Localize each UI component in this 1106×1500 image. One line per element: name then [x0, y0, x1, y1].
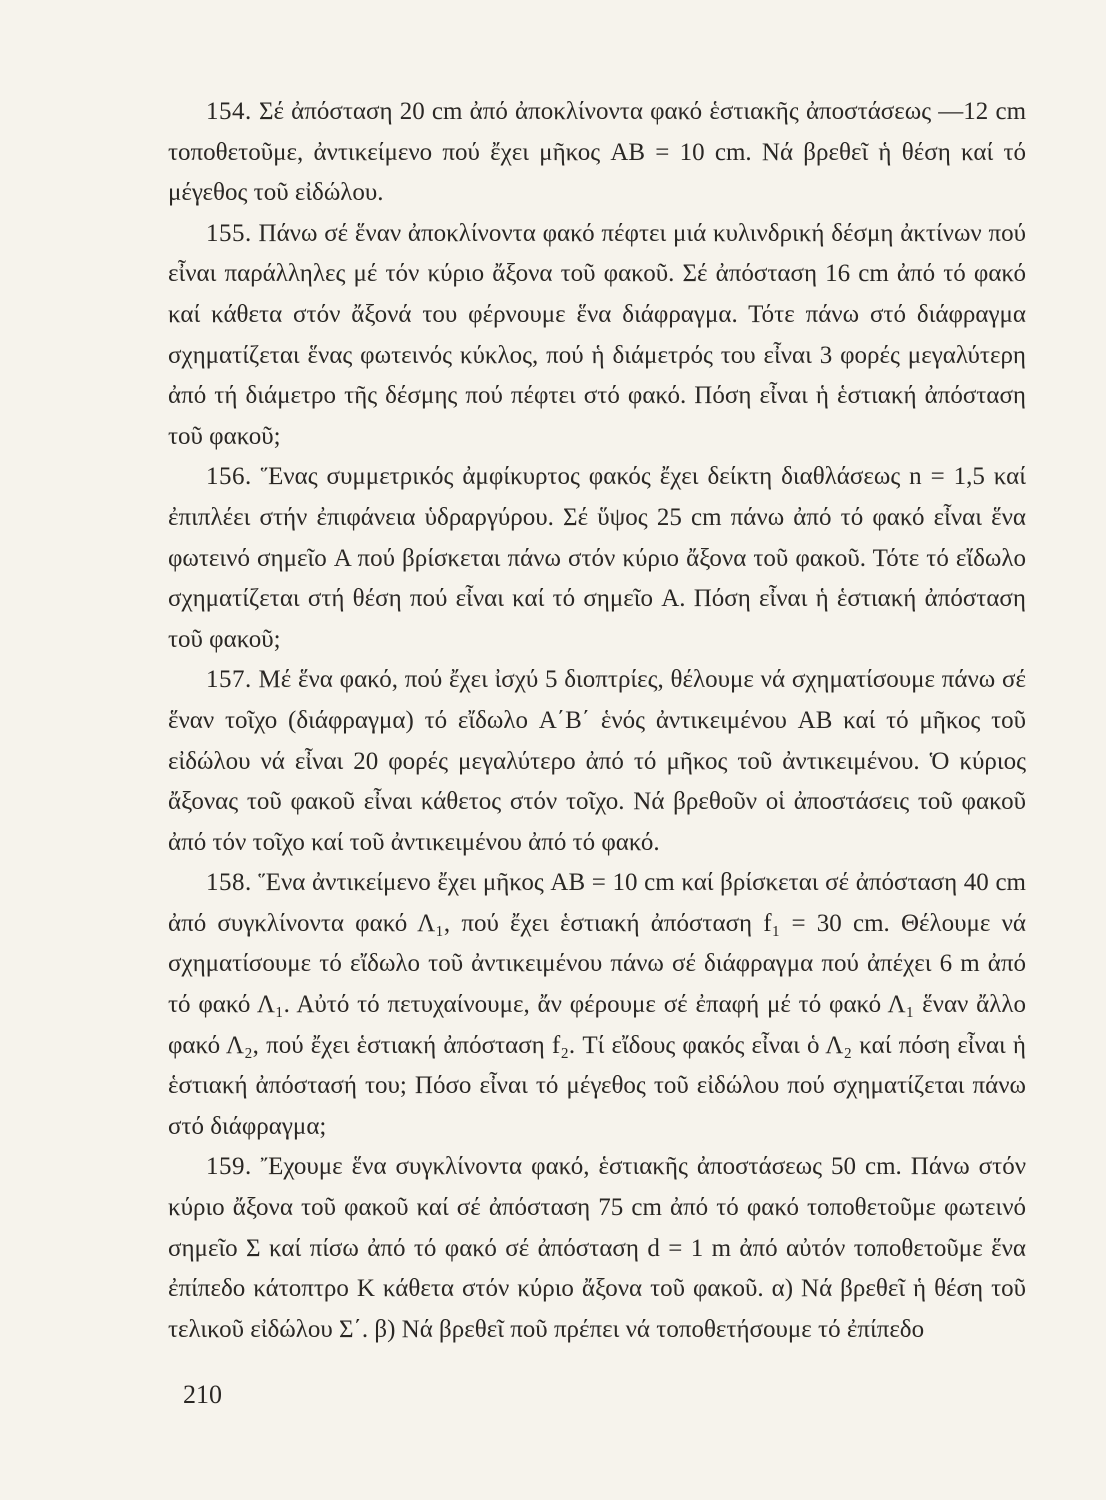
problem-text: Σέ ἀπόσταση 20 cm ἀπό ἀποκλίνοντα φακό ἑστιακῆς ἀποστάσεως —12 cm τοποθετοῦμε, ἀντικείμενο πού ἔχει μῆκος AB = 10 cm. Νά βρεθεῖ ἡ θέση καί τό μέγεθος τοῦ εἰδώλου.: [168, 98, 1027, 207]
problem-157: [168, 660, 1026, 863]
problem-158: [168, 863, 1026, 1147]
problem-number: 156.: [206, 463, 252, 491]
problem-number: 155.: [206, 219, 252, 247]
problem-155: [168, 214, 1026, 458]
problem-text: Ἔχουμε ἕνα συγκλίνοντα φακό, ἑστιακῆς ἀποστάσεως 50 cm. Πάνω στόν κύριο ἄξονα τοῦ φακοῦ καί σέ ἀπόσταση 75 cm ἀπό τό φακό τοποθετοῦμε φωτεινό σημεῖο Σ καί πίσω ἀπό τό φακό σέ ἀπόσταση d = 1 m ἀπό αὐτόν τοποθετοῦμε ἕνα ἐπίπεδο κάτοπτρο K κάθετα στόν κύριο ἄξονα τοῦ φακοῦ. α) Νά βρεθεῖ ἡ θέση τοῦ τελικοῦ εἰδώλου Σ΄. β) Νά βρεθεῖ ποῦ πρέπει νά τοποθετήσουμε τό ἐπίπεδο: [168, 1153, 1027, 1343]
page-body: [168, 92, 1026, 1350]
problem-156: [168, 457, 1026, 660]
problem-number: 157.: [206, 666, 252, 694]
problem-154: [168, 92, 1026, 214]
problem-text: Μέ ἕνα φακό, πού ἔχει ἰσχύ 5 διοπτρίες, θέλουμε νά σχηματίσουμε πάνω σέ ἕναν τοῖχο (διάφραγμα) τό εἴδωλο A΄B΄ ἑνός ἀντικειμένου AB καί τό μῆκος τοῦ εἰδώλου νά εἶναι 20 φορές μεγαλύτερο ἀπό τό μῆκος τοῦ ἀντικειμένου. Ὁ κύριος ἄξονας τοῦ φακοῦ εἶναι κάθετος στόν τοῖχο. Νά βρεθοῦν οἱ ἀποστάσεις τοῦ φακοῦ ἀπό τόν τοῖχο καί τοῦ ἀντικειμένου ἀπό τό φακό.: [168, 666, 1026, 856]
problem-text: Ἕνας συμμετρικός ἀμφίκυρτος φακός ἔχει δείκτη διαθλάσεως n = 1,5 καί ἐπιπλέει στήν ἐπιφάνεια ὑδραργύρου. Σέ ὕψος 25 cm πάνω ἀπό τό φακό εἶναι ἕνα φωτεινό σημεῖο A πού βρίσκεται πάνω στόν κύριο ἄξονα τοῦ φακοῦ. Τότε τό εἴδωλο σχηματίζεται στή θέση πού εἶναι καί τό σημεῖο A. Πόση εἶναι ἡ ἑστιακή ἀπόσταση τοῦ φακοῦ;: [168, 463, 1027, 653]
problem-text: Ἕνα ἀντικείμενο ἔχει μῆκος AB = 10 cm καί βρίσκεται σέ ἀπόσταση 40 cm ἀπό συγκλίνοντα φακό Λ₁, πού ἔχει ἑστιακή ἀπόσταση f₁ = 30 cm. Θέλουμε νά σχηματίσουμε τό εἴδωλο τοῦ ἀντικειμένου πάνω σέ διάφραγμα πού ἀπέχει 6 m ἀπό τό φακό Λ₁. Αὐτό τό πετυχαίνουμε, ἄν φέρουμε σέ ἐπαφή μέ τό φακό Λ₁ ἕναν ἄλλο φακό Λ₂, πού ἔχει ἑστιακή ἀπόσταση f₂. Τί εἴδους φακός εἶναι ὁ Λ₂ καί πόση εἶναι ἡ ἑστιακή ἀπόστασή του; Πόσο εἶναι τό μέγεθος τοῦ εἰδώλου πού σχηματίζεται πάνω στό διάφραγμα;: [168, 869, 1026, 1140]
problem-number: 158.: [206, 869, 252, 897]
problem-text: Πάνω σέ ἕναν ἀποκλίνοντα φακό πέφτει μιά κυλινδρική δέσμη ἀκτίνων πού εἶναι παράλληλες μέ τόν κύριο ἄξονα τοῦ φακοῦ. Σέ ἀπόσταση 16 cm ἀπό τό φακό καί κάθετα στόν ἄξονά του φέρνουμε ἕνα διάφραγμα. Τότε πάνω στό διάφραγμα σχηματίζεται ἕνας φωτεινός κύκλος, πού ἡ διάμετρός του εἶναι 3 φορές μεγαλύτερη ἀπό τή διάμετρο τῆς δέσμης πού πέφτει στό φακό. Πόση εἶναι ἡ ἑστιακή ἀπόσταση τοῦ φακοῦ;: [168, 219, 1026, 450]
page-number: 210: [183, 1380, 222, 1409]
problem-159: [168, 1147, 1026, 1350]
problem-number: 159.: [206, 1153, 252, 1181]
problem-number: 154.: [206, 98, 252, 125]
